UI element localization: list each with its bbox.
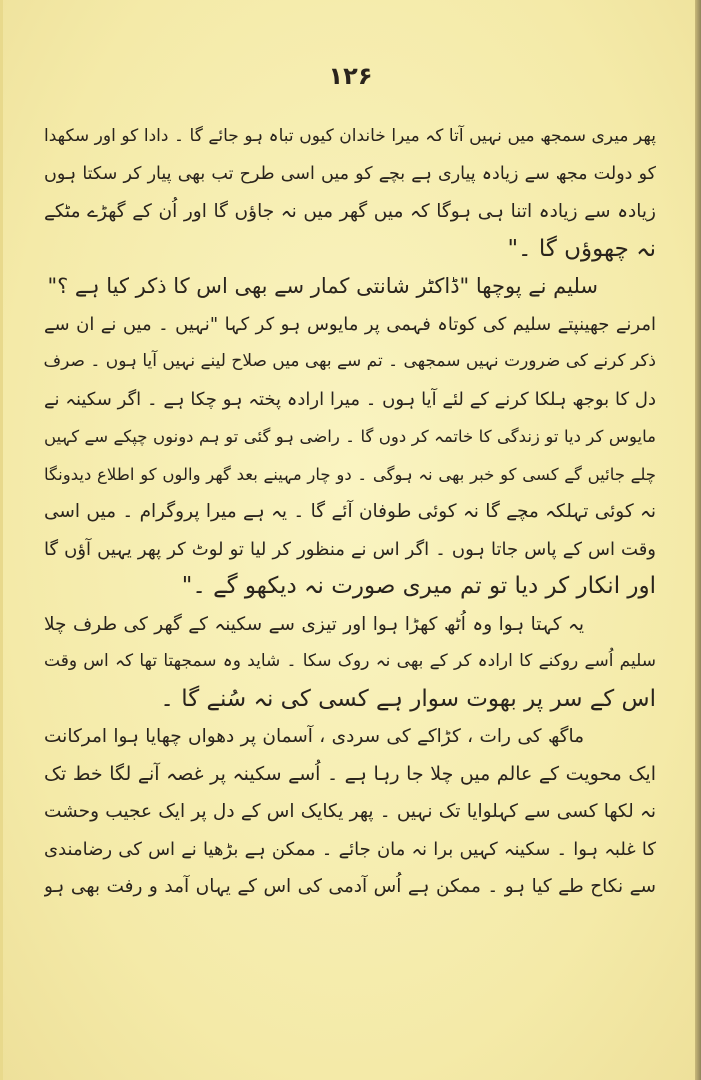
text-line-20: کا غلبہ ہوا ۔ سکینہ کہیں برا نہ مان جائے ۔ ممکن ہے بڑھیا نے اس کی رضامندی: [44, 838, 656, 860]
body-text: [44, 118, 656, 906]
text-line-16: اس کے سر پر بھوت سوار ہے کسی کی نہ سُنے گا ۔: [160, 685, 656, 712]
text-line-10: چلے جائیں گے کسی کو خبر بھی نہ ہوگی ۔ دو چار مہینے بعد گھر والوں کو اطلاع دیدونگا: [44, 464, 656, 484]
text-line-13: اور انکار کر دیا تو تم میری صورت نہ دیکھو گے ۔": [181, 573, 656, 599]
page-right-edge: [695, 0, 701, 1080]
text-line-21: سے نکاح طے کیا ہو ۔ ممکن ہے اُس آدمی کی اس کے یہاں آمد و رفت بھی ہو: [44, 876, 656, 897]
text-line-15: سلیم اُسے روکنے کا ارادہ کر کے بھی نہ روک سکا ۔ شاید وہ سمجھتا تھا کہ اس وقت: [44, 651, 656, 671]
text-line-19: نہ لکھا کسی سے کہلوایا تک نہیں ۔ پھر یکایک اس کے دل پر ایک عجیب وحشت: [44, 801, 656, 822]
text-line-2: کو دولت مجھ سے زیادہ پیاری ہے بچے کو میں اسی طرح تب بھی پیار کر سکتا ہوں: [44, 163, 656, 184]
text-line-17: ماگھ کی رات ، کڑاکے کی سردی ، آسمان پر دھواں چھایا ہوا امرکانت: [44, 726, 584, 747]
text-line-6: امرنے جھینپتے سلیم کی کوتاہ فہمی پر مایوس ہو کر کہا "نہیں ۔ میں نے ان سے: [44, 313, 656, 335]
text-line-4: نہ چھوؤں گا ۔": [507, 235, 656, 262]
text-line-8: دل کا بوجھ ہلکا کرنے کے لئے آیا ہوں ۔ میرا ارادہ پختہ ہو چکا ہے ۔ اگر سکینہ نے: [44, 388, 656, 410]
text-line-7: ذکر کرنے کی ضرورت نہیں سمجھی ۔ تم سے بھی میں صلاح لینے نہیں آیا ہوں ۔ صرف: [44, 351, 656, 371]
text-line-5: سلیم نے پوچھا "ڈاکٹر شانتی کمار سے بھی اس کا ذکر کیا ہے ؟": [47, 274, 598, 298]
text-line-1: پھر میری سمجھ میں نہیں آتا کہ میرا خاندان کیوں تباہ ہو جائے گا ۔ دادا کو اور سکھدا: [44, 126, 656, 146]
text-line-9: مایوس کر دیا تو زندگی کا خاتمہ کر دوں گا ۔ راضی ہو گئی تو ہم دونوں چپکے سے کہیں: [44, 427, 656, 446]
text-line-18: ایک محویت کے عالم میں چلا جا رہا ہے ۔ اُسے سکینہ پر غصہ آنے لگا خط تک: [44, 762, 656, 785]
text-line-14: یہ کہتا ہوا وہ اُٹھ کھڑا ہوا اور تیزی سے سکینہ کے گھر کی طرف چلا: [44, 613, 584, 635]
text-line-3: زیادہ سے زیادہ اتنا ہی ہوگا کہ میں گھر میں نہ جاؤں گا اور اُن کے گھڑے مٹکے: [44, 201, 656, 222]
page-left-edge: [0, 0, 3, 1080]
text-line-12: وقت اس کے پاس جاتا ہوں ۔ اگر اس نے منظور کر لیا تو لوٹ کر پھر یہیں آؤں گا: [44, 538, 656, 560]
text-line-11: نہ کوئی تہلکہ مچے گا نہ کوئی طوفان آئے گا ۔ یہ ہے میرا پروگرام ۔ میں اسی: [44, 501, 656, 522]
page-number: ۱۲۶: [328, 62, 373, 90]
